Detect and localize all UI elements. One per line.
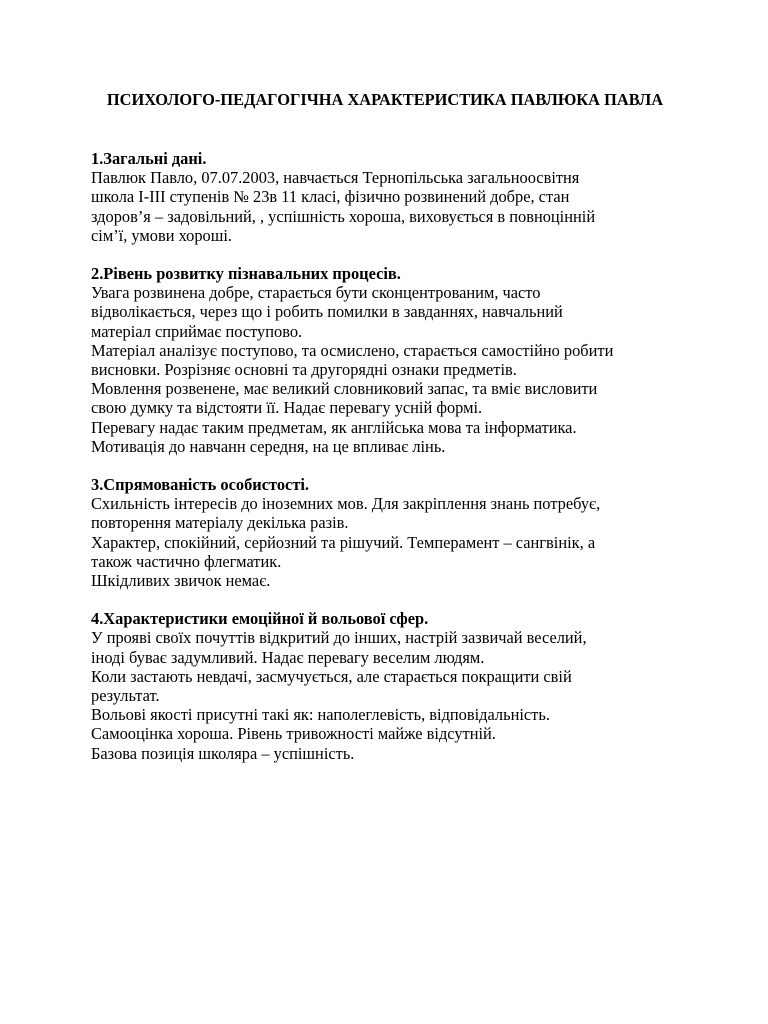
- paragraph-line: Мотивація до навчанн середня, на це впливає лінь.: [91, 436, 446, 456]
- paragraph-line: сім’ї, умови хороші.: [91, 225, 232, 245]
- section-heading: 4.Характеристики емоційної й вольової сфер.: [91, 609, 429, 629]
- section-heading: 1.Загальні дані.: [91, 149, 207, 168]
- paragraph-line: Коли застають невдачі, засмучується, але старається покращити свій: [91, 666, 572, 686]
- paragraph-line: також частично флегматик.: [91, 551, 282, 571]
- paragraph-line: висновки. Розрізняє основні та другорядні ознаки предметів.: [91, 360, 517, 380]
- paragraph-line: іноді буває задумливий. Надає перевагу веселим людям.: [91, 647, 485, 667]
- document-body: [91, 149, 691, 782]
- paragraph-line: Матеріал аналізує поступово, та осмислено, старається самостійно робити: [91, 340, 614, 360]
- paragraph-line: матеріал сприймає поступово.: [91, 321, 303, 341]
- paragraph-line: школа І-ІІІ ступенів № 23в 11 класі, фізично розвинений добре, стан: [91, 187, 570, 207]
- paragraph-line: Шкідливих звичок немає.: [91, 571, 271, 591]
- paragraph-line: свою думку та відстояти її. Надає перевагу усній формі.: [91, 398, 483, 418]
- paragraph-line: Самооцінка хороша. Рівень тривожності майже відсутній.: [91, 724, 496, 744]
- section-cognitive-processes: [91, 264, 691, 456]
- paragraph-line: результат.: [91, 686, 160, 706]
- paragraph-line: Вольові якості присутні такі як: наполеглевість, відповідальність.: [91, 705, 550, 725]
- paragraph-line: Павлюк Павло, 07.07.2003, навчається Тернопільська загальноосвітня: [91, 168, 580, 188]
- section-heading: 2.Рівень розвитку пізнавальних процесів.: [91, 264, 401, 284]
- paragraph-line: здоров’я – задовільний, , успішність хороша, виховується в повноцінній: [91, 206, 596, 226]
- section-heading: 3.Спрямованість особистості.: [91, 475, 310, 495]
- paragraph-line: Схильність інтересів до іноземних мов. Для закріплення знань потребує,: [91, 494, 601, 514]
- paragraph-line: повторення матеріалу декілька разів.: [91, 513, 349, 533]
- paragraph-line: Увага розвинена добре, старається бути сконцентрованим, часто: [91, 283, 541, 303]
- paragraph-line: Перевагу надає таким предметам, як англійська мова та інформатика.: [91, 417, 577, 437]
- document-title: ПСИХОЛОГО-ПЕДАГОГІЧНА ХАРАКТЕРИСТИКА ПАВЛЮКА ПАВЛА: [106, 90, 664, 109]
- paragraph-line: Характер, спокійний, серйозний та рішучий. Темперамент – сангвінік, а: [91, 532, 596, 552]
- section-personality-orientation: [91, 475, 691, 590]
- paragraph-line: Базова позиція школяра – успішність.: [91, 743, 355, 763]
- section-emotional-volitional: [91, 609, 691, 763]
- section-general-data: [91, 149, 691, 245]
- paragraph-line: відволікається, через що і робить помилки в завданнях, навчальний: [91, 302, 563, 322]
- paragraph-line: У прояві своїх почуттів відкритий до інших, настрій зазвичай веселий,: [91, 628, 587, 648]
- paragraph-line: Мовлення розвенене, має великий словниковий запас, та вміє висловити: [91, 379, 598, 399]
